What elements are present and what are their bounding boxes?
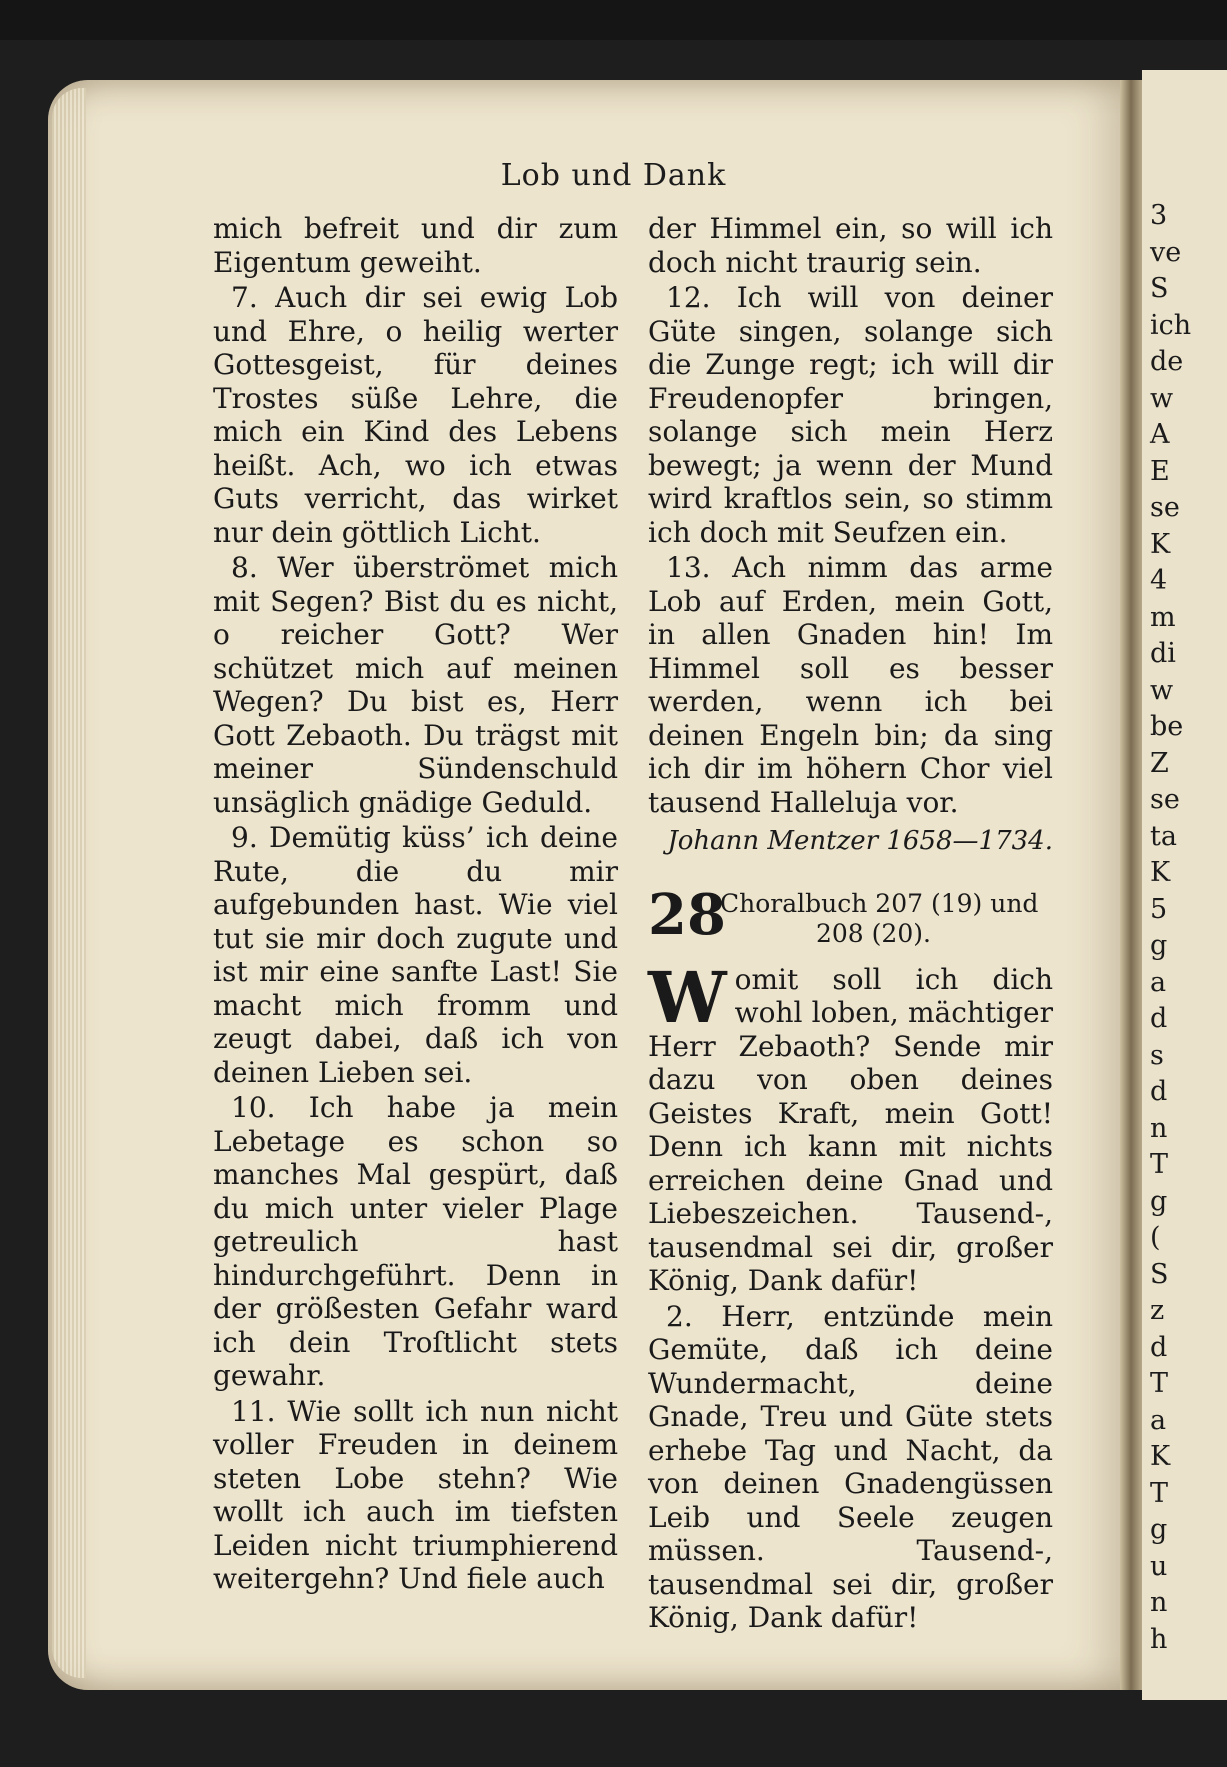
hymn-author: Johann Mentzer 1658—1734. [667, 826, 1053, 856]
next-page-letter: a [1150, 966, 1167, 998]
hymn-verse-1 [648, 955, 1053, 1298]
left-paragraph: 8. Wer überströmet mich mit Segen? Bist du es nicht, o reicher Gott? Wer schützet mich auf meinen Wegen? Du bist es, Herr Gott Zebaoth. Du trägst mit meiner Sündenschuld unsäglich gnädige Geduld. [213, 551, 618, 819]
next-page-letter: u [1150, 1550, 1168, 1582]
next-page-letter: K [1150, 1441, 1171, 1472]
left-paragraph: mich befreit und dir zum Eigentum geweiht. [213, 212, 618, 279]
next-page-letter: w [1150, 382, 1174, 414]
next-page-letter: A [1150, 419, 1170, 450]
left-paragraph: 10. Ich habe ja mein Lebetage es schon so manches Mal gespürt, daß du mich unter vieler Plage getreulich hast hindurchgeführt. Denn in der größesten Gefahr ward ich dein Troſtlicht stets gewahr. [213, 1091, 618, 1392]
next-page-letter: S [1150, 273, 1169, 304]
next-page-letter: S [1150, 1258, 1169, 1290]
next-page-letter: d [1150, 1331, 1168, 1363]
hymn-ref-line1: Choralbuch 207 (19) und [720, 888, 1039, 918]
right-paragraph: der Himmel ein, so will ich doch nicht traurig sein. [648, 212, 1053, 279]
next-page-letter: se [1150, 784, 1180, 815]
right-paragraph: 12. Ich will von deiner Güte singen, solange sich die Zunge regt; ich will dir Freudenopfer bringen, solange sich mein Herz bewegt; ja wenn der Mund wird kraftlos sein, so stimm ich doch mit Seufzen ein. [648, 281, 1053, 549]
next-page-letter: K [1150, 857, 1171, 888]
next-page-letter: g [1150, 930, 1168, 961]
next-page-letter: a [1150, 1404, 1167, 1436]
hymn-verse-1-text: omit soll ich dich wohl loben, mächtiger Herr Zebaoth? Sende mir dazu von oben deines Geistes Kraft, mein Gott! Denn ich kann mit nichts erreichen deine Gnad und Liebeszeichen. Tausend-, tausendmal sei dir, großer König, Dank dafür! [648, 962, 1053, 1297]
left-paragraph: 7. Auch dir sei ewig Lob und Ehre, o heilig werter Gottesgeist, für deines Trostes süße Lehre, die mich ein Kind des Lebens heißt. Ach, wo ich etwas Guts verricht, das wirket nur dein göttlich Licht. [213, 281, 618, 549]
page-edges [52, 88, 86, 1678]
right-top-paragraphs [648, 212, 1053, 819]
next-page-letter: be [1150, 711, 1184, 742]
hymn-number: 28 [648, 881, 726, 948]
right-column [648, 212, 1053, 1635]
left-column [213, 212, 618, 1598]
next-page-letter: ich [1150, 309, 1192, 341]
dropcap-letter: W [648, 955, 727, 1039]
next-page-letter: ta [1150, 820, 1177, 852]
next-page-letter: n [1150, 1112, 1168, 1144]
next-page-letter: 5 [1150, 893, 1168, 925]
next-page-letter: T [1150, 1477, 1169, 1509]
hymn-heading [648, 881, 1053, 955]
left-paragraph: 9. Demütig küss’ ich deine Rute, die du mir aufgebunden hast. Wie viel tut sie mir doch zugute und ist mir eine sanfte Last! Sie macht mich fromm und zeugt dabei, daß ich von deinen Lieben sei. [213, 821, 618, 1089]
next-page-letter: 4 [1150, 565, 1168, 596]
next-page-letter: ve [1150, 236, 1182, 268]
next-page-letter: d [1150, 1003, 1168, 1034]
next-page-letter: K [1150, 528, 1171, 560]
next-page-letter: di [1150, 638, 1176, 669]
next-page-letter: g [1150, 1185, 1168, 1217]
next-page-letter: h [1150, 1623, 1168, 1655]
next-page-letter: 3 [1150, 200, 1168, 231]
next-page-letter: T [1150, 1149, 1169, 1180]
right-paragraph: 13. Ach nimm das arme Lob auf Erden, mein Gott, in allen Gnaden hin! Im Himmel soll es besser werden, wenn ich bei deinen Engeln bin; da sing ich dir im höhern Chor viel tausend Halleluja vor. [648, 551, 1053, 819]
hymn-ref-line2: 208 (20). [816, 918, 931, 948]
next-page-letter: n [1150, 1587, 1168, 1618]
next-page-letter: w [1150, 674, 1174, 706]
book-gutter [1120, 80, 1142, 1690]
next-page-letter: d [1150, 1076, 1168, 1107]
page-header: Lob und Dank [500, 158, 727, 193]
hymn-verse-2: 2. Herr, entzünde mein Gemüte, daß ich deine Wundermacht, deine Gnade, Treu und Güte stets erhebe Tag und Nacht, da von deinen Gnadengüssen Leib und Seele zeugen müssen. Tausend-, tausendmal sei dir, großer König, Dank dafür! [648, 1299, 1053, 1634]
next-page-letter: Z [1150, 747, 1169, 779]
next-page-letter: ( [1150, 1222, 1161, 1253]
next-page-letter: E [1150, 455, 1170, 487]
next-page-letter: de [1150, 346, 1184, 377]
left-paragraph: 11. Wie sollt ich nun nicht voller Freuden in deinem steten Lobe stehn? Wie wollt ich auch im tiefsten Leiden nicht triumphierend weitergehn? Und fiele auch [213, 1394, 618, 1595]
next-page-letter: se [1150, 492, 1180, 523]
next-page-letter: g [1150, 1514, 1168, 1545]
next-page-letter: T [1150, 1368, 1169, 1399]
hymn-reference [720, 889, 1040, 949]
next-page-letter: s [1150, 1039, 1164, 1071]
next-page-letter: z [1150, 1295, 1165, 1326]
next-page-letter: m [1150, 601, 1176, 633]
next-page-fragment [1142, 70, 1227, 1700]
